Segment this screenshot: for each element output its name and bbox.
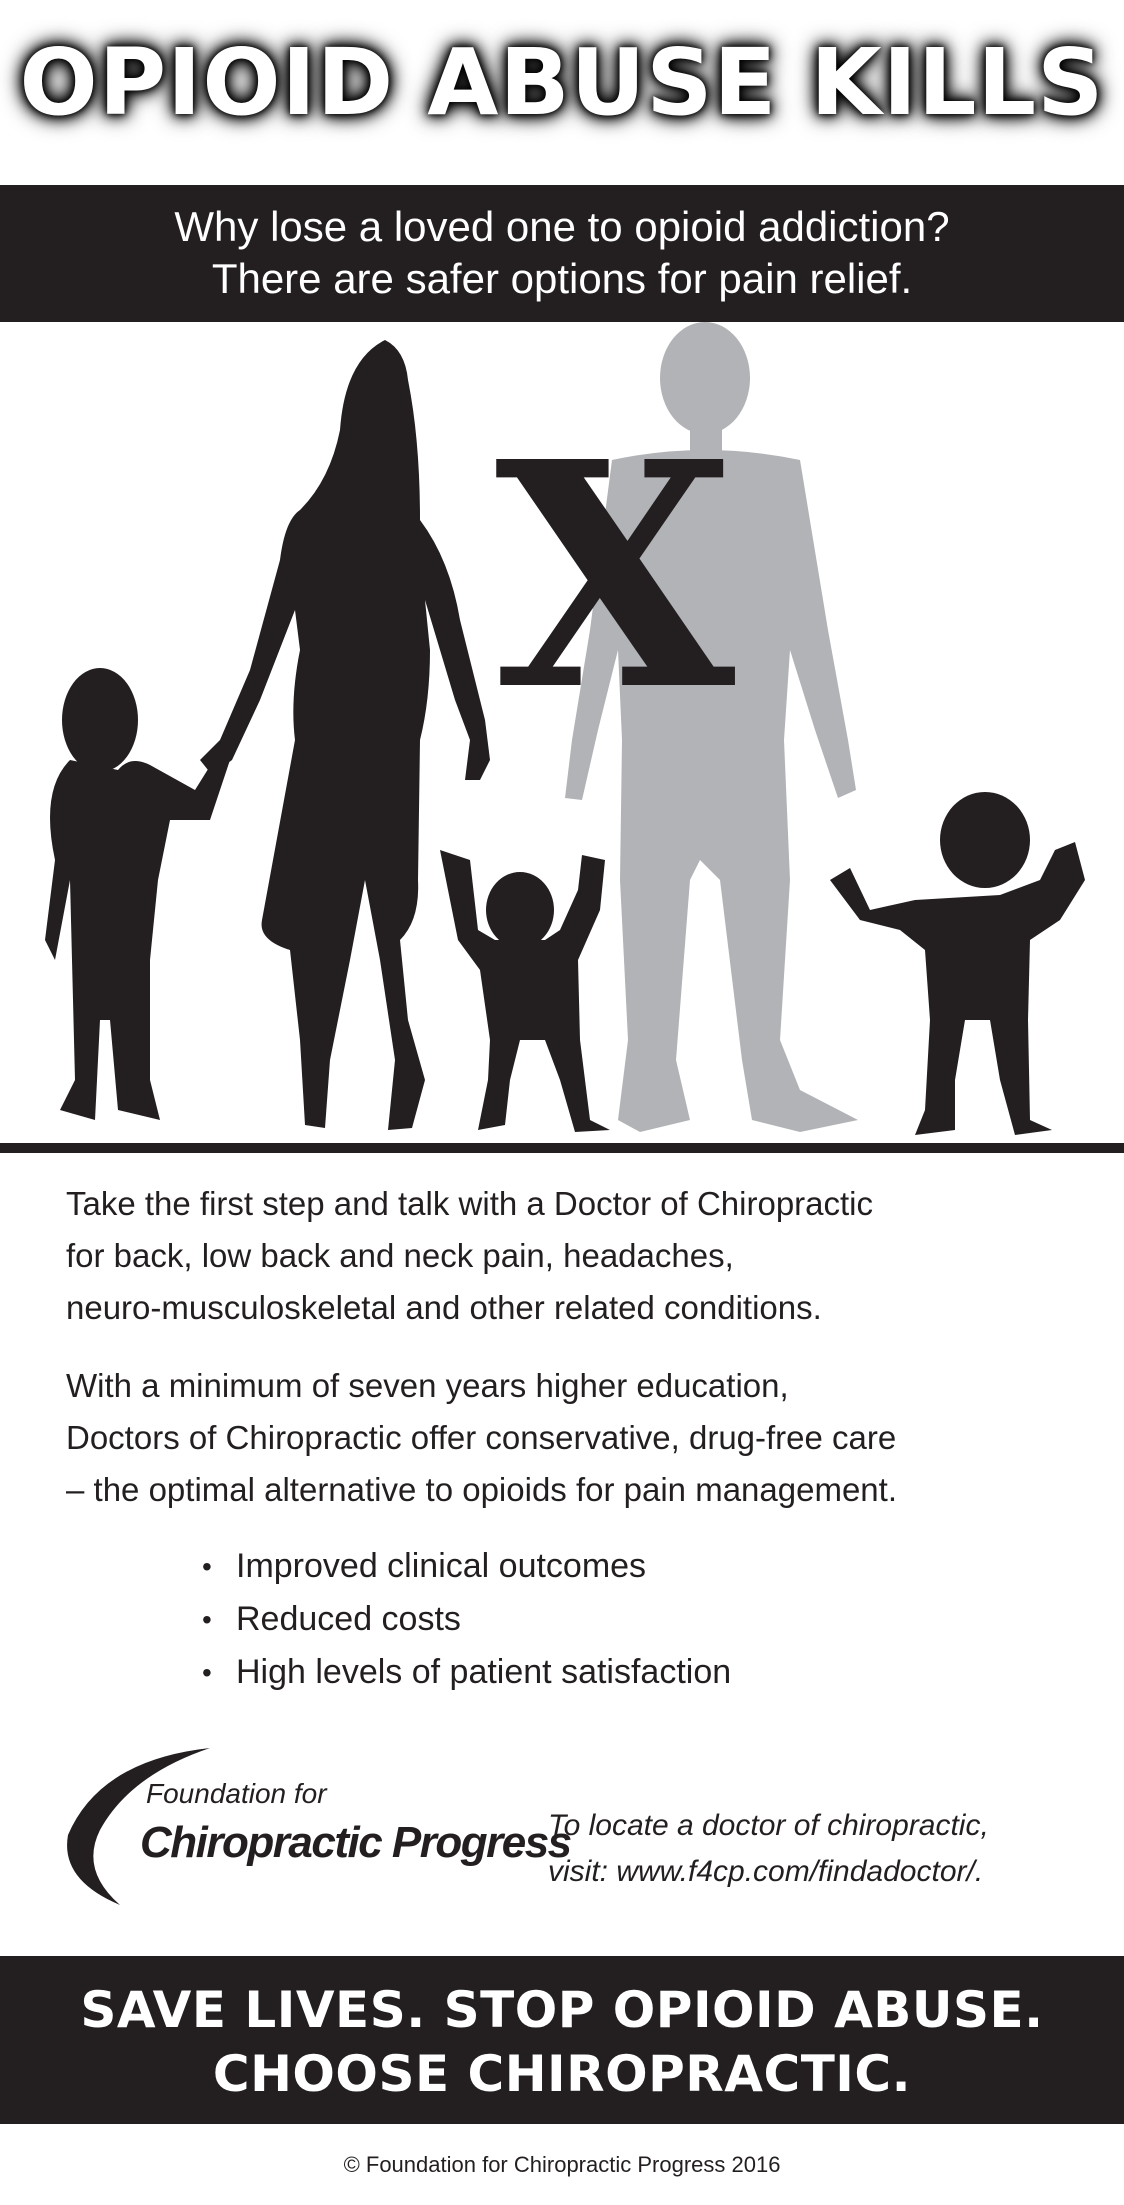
subheading-line-2: There are safer options for pain relief. <box>211 255 913 302</box>
paragraph-line: With a minimum of seven years higher education, <box>66 1367 789 1404</box>
subheading-banner <box>0 185 1124 322</box>
foundation-logo <box>60 1740 571 1910</box>
benefits-list <box>202 1540 732 1699</box>
list-item <box>202 1593 731 1646</box>
list-item <box>202 1646 732 1699</box>
copyright: © Foundation for Chiropractic Progress 2016 <box>343 2152 781 2177</box>
locate-line-1: To locate a doctor of chiropractic, <box>548 1809 989 1842</box>
bullet-icon: • <box>202 1551 212 1582</box>
ground-line <box>0 1143 1124 1153</box>
locate-doctor-text <box>548 1803 989 1895</box>
headline: OPIOID ABUSE KILLS <box>19 29 1105 136</box>
list-item-text: Reduced costs <box>236 1600 461 1638</box>
paragraph-education <box>66 1360 1076 1516</box>
body-copy <box>66 1178 1076 1542</box>
footer-line-1: SAVE LIVES. STOP OPIOID ABUSE. <box>80 1981 1044 2039</box>
footer-line-2: CHOOSE CHIROPRACTIC. <box>212 2045 912 2103</box>
locate-line-2: visit: www.f4cp.com/findadoctor/. <box>548 1855 984 1888</box>
logo-line-2: Chiropractic Progress <box>140 1818 571 1867</box>
logo-line-1: Foundation for <box>146 1778 327 1809</box>
paragraph-line: Doctors of Chiropractic offer conservative, drug-free care <box>66 1419 897 1456</box>
footer-banner <box>0 1956 1124 2124</box>
subheading-line-1: Why lose a loved one to opioid addiction? <box>174 203 950 250</box>
cross-mark: X <box>494 395 736 759</box>
bullet-icon: • <box>202 1657 212 1688</box>
list-item <box>202 1540 731 1593</box>
girl-silhouette <box>45 668 230 1120</box>
paragraph-line: Take the first step and talk with a Doctor of Chiropractic <box>66 1185 874 1222</box>
toddler-silhouette <box>440 850 610 1132</box>
paragraph-line: neuro-musculoskeletal and other related conditions. <box>66 1289 822 1326</box>
list-item-text: High levels of patient satisfaction <box>236 1653 732 1691</box>
woman-silhouette <box>200 340 490 1130</box>
list-item-text: Improved clinical outcomes <box>236 1547 647 1585</box>
bullet-icon: • <box>202 1604 212 1635</box>
boy-silhouette <box>830 792 1085 1135</box>
family-silhouette-illustration <box>0 320 1124 1160</box>
paragraph-first-step <box>66 1178 1076 1334</box>
paragraph-line: for back, low back and neck pain, headaches, <box>66 1237 734 1274</box>
paragraph-line: – the optimal alternative to opioids for pain management. <box>66 1471 897 1508</box>
